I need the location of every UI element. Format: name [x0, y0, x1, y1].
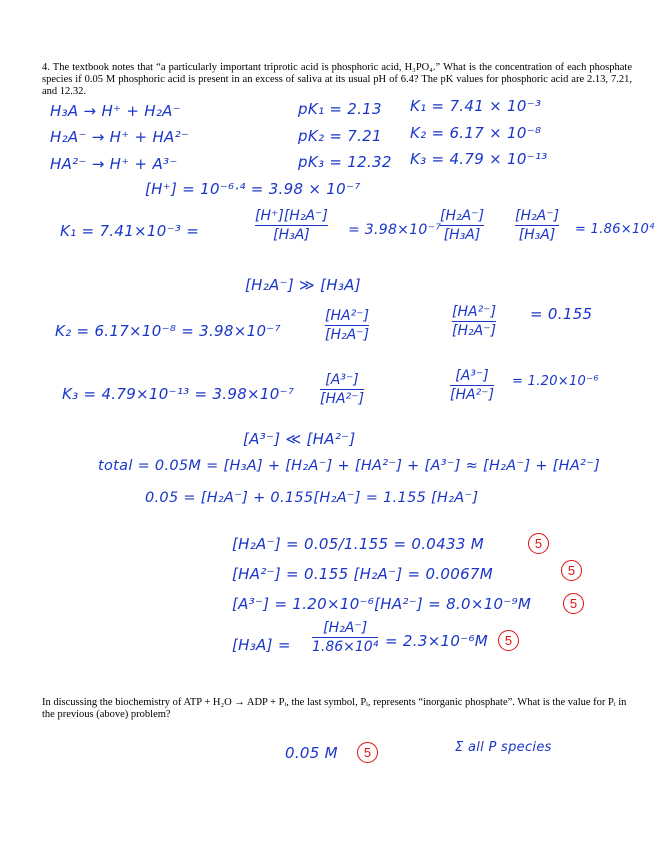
h3a-denominator: 1.86×10⁴ [312, 639, 379, 655]
k1-middle-denominator: [H₃A] [443, 227, 481, 243]
k1-result-denominator: [H₃A] [518, 227, 556, 243]
answer-ha2: [HA²⁻] = 0.155 [H₂A⁻] = 0.0067M [232, 565, 493, 583]
k3-equation-lhs: K₃ = 4.79×10⁻¹³ = 3.98×10⁻⁷ [62, 385, 295, 403]
k1-middle-fraction [440, 208, 484, 243]
k3-denominator: [HA²⁻] [320, 391, 365, 407]
k2-result: = 0.155 [530, 305, 593, 323]
reaction-1: H₃A → H⁺ + H₂A⁻ [50, 102, 181, 120]
k1-denominator: [H₃A] [273, 227, 310, 243]
pi-note: Σ all P species [455, 740, 552, 755]
answer-h3a-fraction [312, 620, 378, 655]
question-4-text: 4. The textbook notes that “a particularly important triprotic acid is phosphoric acid, H₃PO₄.” What is the concentration of each phosphate species if 0.05 M phosphoric acid is present in an excess of saliva at its usual pH of 6.4? The pK values for phosphoric acid are 2.13, 7.21, and 12.32. [42, 62, 632, 97]
k2-result-fraction [452, 304, 496, 339]
fraction-bar [312, 637, 378, 638]
k1-result-fraction [515, 208, 559, 243]
k1-middle: = 3.98×10⁻⁷ [348, 222, 442, 238]
h3a-numerator: [H₂A⁻] [323, 620, 368, 636]
k1-middle-numerator: [H₂A⁻] [440, 208, 485, 224]
score-circle: 5 [498, 630, 519, 651]
redaction-box [612, 112, 638, 138]
fraction-bar [440, 225, 484, 226]
much-greater-statement: [H₂A⁻] ≫ [H₃A] [245, 276, 361, 294]
k1-result: = 1.86×10⁴ [575, 222, 655, 237]
k2-result-denominator: [H₂A⁻] [452, 323, 497, 339]
k2-result-numerator: [HA²⁻] [452, 304, 497, 320]
k1-fraction [255, 208, 328, 243]
score-circle: 5 [528, 533, 549, 554]
reaction-3: HA²⁻ → H⁺ + A³⁻ [50, 155, 178, 173]
answer-a3: [A³⁻] = 1.20×10⁻⁶[HA²⁻] = 8.0×10⁻⁹M [232, 595, 532, 613]
score-circle: 5 [563, 593, 584, 614]
fraction-bar [515, 225, 559, 226]
pk2-value: pK₂ = 7.21 [298, 127, 382, 145]
answer-h2a: [H₂A⁻] = 0.05/1.155 = 0.0433 M [232, 535, 484, 553]
answer-h3a-value: = 2.3×10⁻⁶M [385, 632, 489, 650]
k1-equation-lhs: K₁ = 7.41×10⁻³ = [60, 222, 200, 240]
k3-result-fraction [450, 368, 494, 403]
k2-value: K₂ = 6.17 × 10⁻⁸ [410, 124, 542, 142]
total-substituted: 0.05 = [H₂A⁻] + 0.155[H₂A⁻] = 1.155 [H₂A⁻] [145, 490, 479, 506]
score-circle: 5 [357, 742, 378, 763]
pi-answer: 0.05 M [285, 744, 338, 762]
total-equation: total = 0.05M = [H₃A] + [H₂A⁻] + [HA²⁻] + [A³⁻] ≈ [H₂A⁻] + [HA²⁻] [98, 458, 601, 474]
k1-numerator: [H⁺][H₂A⁻] [255, 208, 328, 224]
redaction-box [62, 528, 210, 556]
k2-fraction [325, 308, 369, 343]
fraction-bar [452, 321, 496, 322]
k3-result: = 1.20×10⁻⁶ [512, 374, 599, 389]
k2-equation-lhs: K₂ = 6.17×10⁻⁸ = 3.98×10⁻⁷ [55, 322, 281, 340]
k3-result-denominator: [HA²⁻] [450, 387, 495, 403]
k3-result-numerator: [A³⁻] [455, 368, 489, 384]
k3-value: K₃ = 4.79 × 10⁻¹³ [410, 150, 548, 168]
k3-numerator: [A³⁻] [325, 372, 359, 388]
score-circle: 5 [561, 560, 582, 581]
fraction-bar [325, 325, 369, 326]
k3-fraction [320, 372, 364, 407]
fraction-bar [320, 389, 364, 390]
pk3-value: pK₃ = 12.32 [298, 153, 392, 171]
h-concentration: [H⁺] = 10⁻⁶·⁴ = 3.98 × 10⁻⁷ [145, 180, 361, 198]
pk1-value: pK₁ = 2.13 [298, 100, 382, 118]
much-less-statement: [A³⁻] ≪ [HA²⁻] [243, 430, 356, 448]
answer-h3a-lhs: [H₃A] = [232, 636, 291, 654]
k1-value: K₁ = 7.41 × 10⁻³ [410, 97, 542, 115]
k2-numerator: [HA²⁻] [325, 308, 370, 324]
fraction-bar [255, 225, 328, 226]
k1-result-numerator: [H₂A⁻] [515, 208, 560, 224]
question-pi-text: In discussing the biochemistry of ATP + H₂O → ADP + Pᵢ, the last symbol, Pᵢ, represents “inorganic phosphate”. What is the value for Pᵢ in the previous (above) problem? [42, 697, 627, 720]
fraction-bar [450, 385, 494, 386]
reaction-2: H₂A⁻ → H⁺ + HA²⁻ [50, 128, 190, 146]
k2-denominator: [H₂A⁻] [325, 327, 370, 343]
